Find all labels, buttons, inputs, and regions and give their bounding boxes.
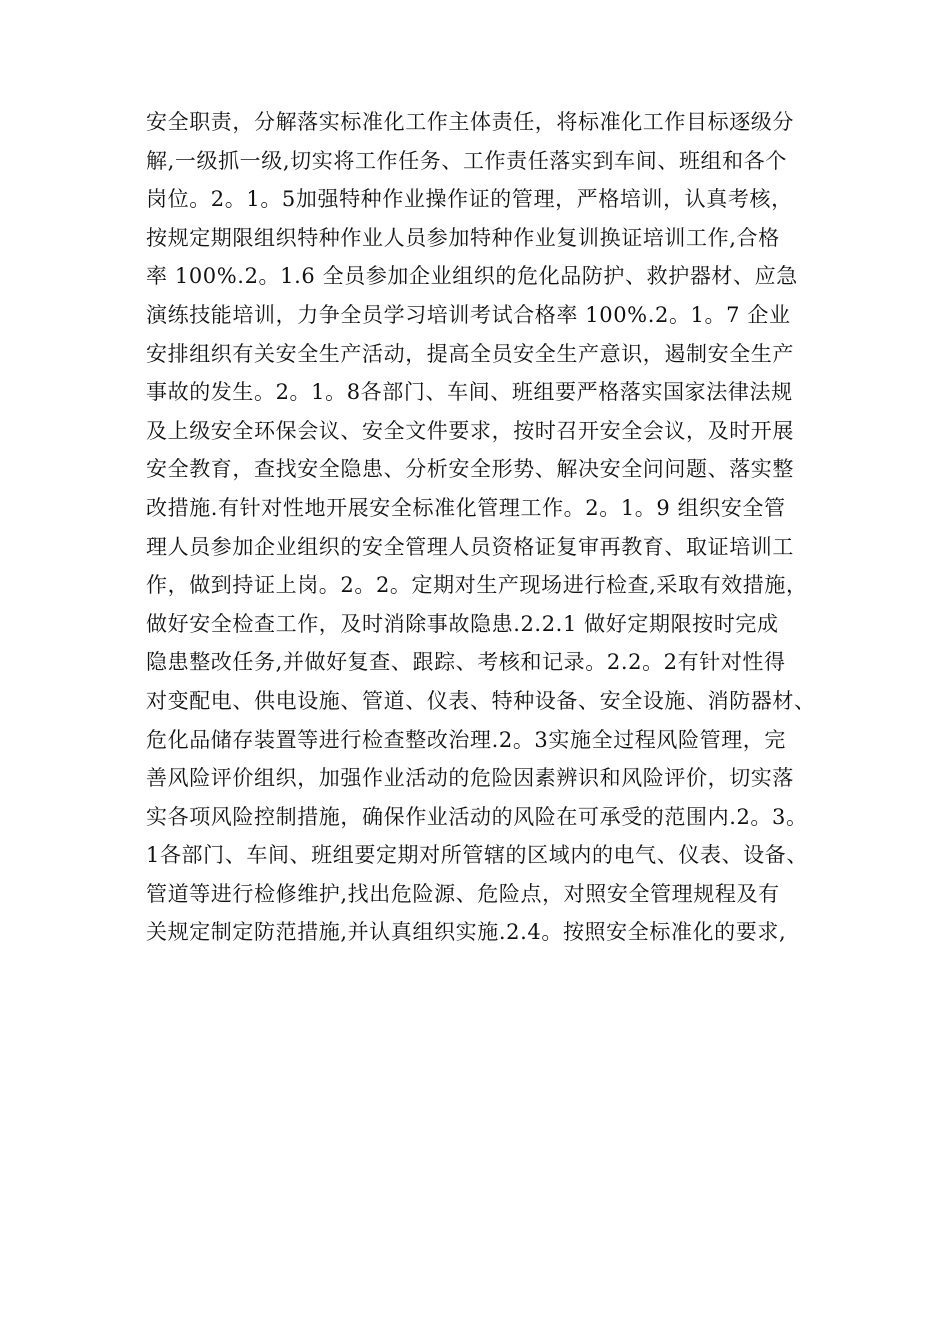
text-line-7: 安排组织有关安全生产活动，提高全员安全生产意识，遏制安全生产 — [146, 341, 794, 366]
text-line-9: 及上级安全环保会议、安全文件要求，按时召开安全会议，及时开展 — [146, 418, 794, 443]
text-line-17: 危化品储存装置等进行检查整改治理.2。3实施全过程风险管理，完 — [146, 727, 786, 752]
text-line-16: 对变配电、供电设施、管道、仪表、特种设备、安全设施、消防器材、 — [146, 688, 816, 713]
text-line-6: 演练技能培训，力争全员学习培训考试合格率 100%.2。1。7 企业 — [146, 302, 791, 327]
text-line-15: 隐患整改任务,并做好复查、跟踪、考核和记录。2.2。2有针对性得 — [146, 650, 786, 675]
text-line-11: 改措施.有针对性地开展安全标准化管理工作。2。1。9 组织安全管 — [146, 495, 786, 520]
text-line-18: 善风险评价组织，加强作业活动的危险因素辨识和风险评价，切实落 — [146, 766, 794, 791]
text-line-2: 解,一级抓一级,切实将工作任务、工作责任落实到车间、班组和各个 — [146, 148, 787, 173]
text-line-19: 实各项风险控制措施，确保作业活动的风险在可承受的范围内.2。3。 — [146, 804, 808, 829]
body-text — [146, 103, 836, 952]
text-line-1: 安全职责，分解落实标准化工作主体责任，将标准化工作目标逐级分 — [146, 110, 794, 134]
text-line-22: 关规定制定防范措施,并认真组织实施.2.4。按照安全标准化的要求, — [146, 920, 787, 945]
text-line-21: 管道等进行检修维护,找出危险源、危险点，对照安全管理规程及有 — [146, 881, 780, 906]
text-line-5: 率 100%.2。1.6 全员参加企业组织的危化品防护、救护器材、应急 — [146, 264, 798, 289]
text-line-3: 岗位。2。1。5加强特种作业操作证的管理，严格培训，认真考核， — [146, 187, 793, 212]
text-line-20: 1各部门、车间、班组要定期对所管辖的区域内的电气、仪表、设备、 — [146, 843, 808, 868]
text-line-12: 理人员参加企业组织的安全管理人员资格证复审再教育、取证培训工 — [146, 534, 794, 559]
text-line-13: 作，做到持证上岗。2。2。定期对生产现场进行检查,采取有效措施， — [146, 573, 808, 598]
text-line-10: 安全教育，查找安全隐患、分析安全形势、解决安全问问题、落实整 — [146, 457, 794, 482]
text-line-14: 做好安全检查工作，及时消除事故隐患.2.2.1 做好定期限按时完成 — [146, 611, 779, 636]
text-line-8: 事故的发生。2。1。8各部门、车间、班组要严格落实国家法律法规 — [146, 380, 793, 405]
text-line-4: 按规定期限组织特种作业人员参加特种作业复训换证培训工作,合格 — [146, 225, 780, 250]
